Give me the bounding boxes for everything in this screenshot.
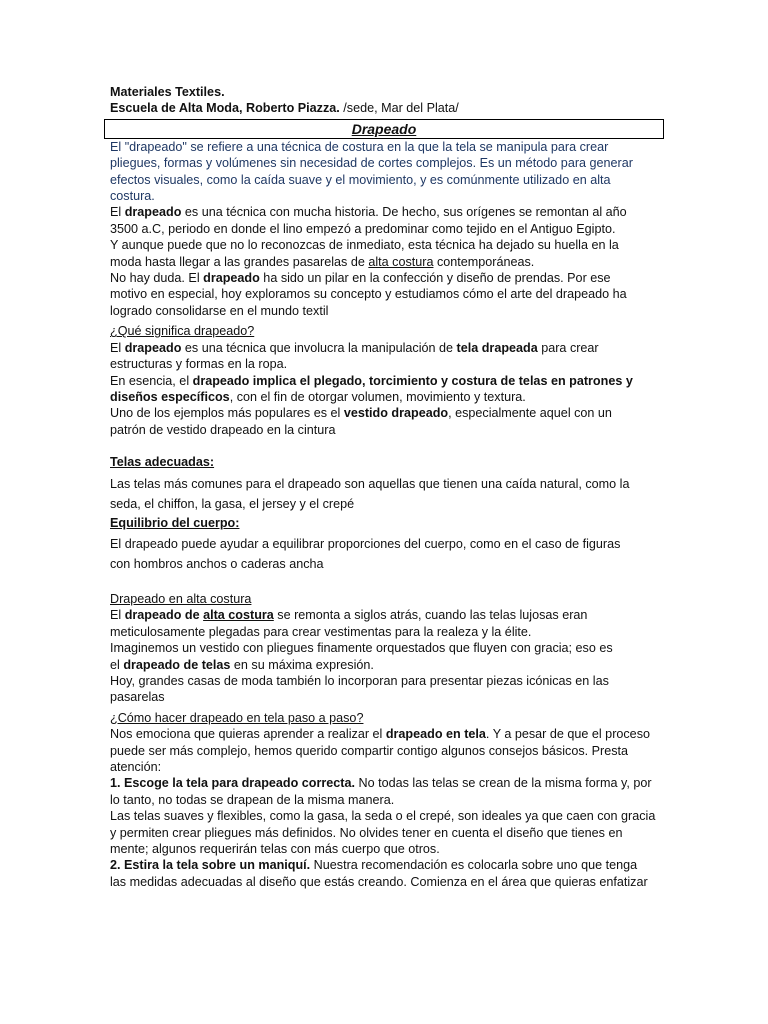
balance-line: El drapeado puede ayudar a equilibrar proporciones del cuerpo, como en el caso de figuras (110, 536, 621, 551)
header-course: Materiales Textiles. (110, 85, 225, 99)
text-run: el (110, 657, 124, 672)
haute-heading: Drapeado en alta costura (110, 591, 252, 606)
balance-section (110, 515, 665, 575)
meaning-line (110, 340, 665, 356)
meaning-line (110, 389, 665, 405)
meaning-line: estructuras y formas en la ropa. (110, 357, 288, 372)
intro-line: pliegues, formas y volúmenes sin necesidad de cortes complejos. Es un método para generar (110, 156, 633, 171)
text-run: No todas las telas se crean de la misma forma y, por (355, 776, 652, 791)
balance-line: con hombros anchos o caderas ancha (110, 557, 324, 572)
text-run-bold: 1. Escoge la tela para drapeado correcta. (110, 776, 355, 791)
text-run: moda hasta llegar a las grandes pasarelas de (110, 254, 369, 269)
text-run: , con el fin de otorgar volumen, movimiento y textura. (229, 389, 526, 404)
history-line (110, 254, 665, 270)
text-run: contemporáneas. (433, 254, 535, 269)
text-run-bold: drapeado implica el plegado, torcimiento y costura de telas en patrones y (192, 373, 633, 388)
howto-line: Las telas suaves y flexibles, como la gasa, la seda o el crepé, son ideales ya que caen con gracia (110, 809, 656, 824)
haute-line: Imaginemos un vestido con pliegues finamente orquestados que fluyen con gracia; eso es (110, 641, 613, 656)
howto-line: y permiten crear pliegues más definidos. No olvides tener en cuenta el diseño que tienes en (110, 825, 623, 840)
meaning-heading: ¿Qué significa drapeado? (110, 324, 255, 339)
text-run: para crear (537, 340, 599, 355)
text-run-bold: tela drapeada (456, 340, 538, 355)
history-line (110, 270, 665, 286)
text-run: El (110, 608, 125, 623)
howto-line (110, 775, 665, 791)
haute-line (110, 657, 665, 673)
text-run: ha sido un pilar en la confección y diseño de prendas. Por ese (259, 271, 611, 286)
howto-line: las medidas adecuadas al diseño que estás creando. Comienza en el área que quieras enfatizar (110, 874, 648, 889)
text-run-underlined: alta costura (368, 254, 434, 269)
fabrics-line: seda, el chiffon, la gasa, el jersey y el crepé (110, 497, 355, 512)
text-run: en su máxima expresión. (230, 657, 374, 672)
haute-line: pasarelas (110, 690, 165, 705)
document-page (110, 84, 665, 890)
howto-line (110, 726, 665, 742)
meaning-line: patrón de vestido drapeado en la cintura (110, 422, 336, 437)
text-run: Nuestra recomendación es colocarla sobre uno que tenga (310, 858, 638, 873)
howto-section (110, 710, 665, 890)
intro-paragraph (110, 139, 665, 205)
text-run-bold: 2. Estira la tela sobre un maniquí. (110, 858, 311, 873)
howto-line: atención: (110, 760, 162, 774)
intro-line: El "drapeado" se refiere a una técnica de costura en la que la tela se manipula para crear (110, 139, 609, 154)
text-run: En esencia, el (110, 373, 193, 388)
haute-couture-section (110, 591, 665, 706)
text-run: Nos emociona que quieras aprender a realizar el (110, 727, 386, 742)
intro-line: efectos visuales, como la caída suave y el movimiento, y es comúnmente utilizado en alta (110, 172, 611, 187)
text-run-bold: vestido drapeado (343, 406, 449, 421)
text-run: es una técnica que involucra la manipulación de (181, 340, 457, 355)
text-run-bold: drapeado de (124, 608, 204, 623)
haute-line: meticulosamente plegadas para crear vestimentas para la realeza y la élite. (110, 624, 532, 639)
fabrics-heading: Telas adecuadas: (110, 455, 215, 470)
text-run-bold: diseños específicos (110, 389, 230, 404)
history-paragraph (110, 204, 665, 319)
meaning-line (110, 405, 665, 421)
balance-heading: Equilibrio del cuerpo: (110, 515, 240, 530)
text-run-bold: drapeado (124, 340, 182, 355)
text-run: Uno de los ejemplos más populares es el (110, 406, 344, 421)
howto-line: mente; algunos requerirán telas con más cuerpo que otros. (110, 842, 440, 857)
text-run: . Y a pesar de que el proceso (485, 727, 650, 742)
fabrics-section (110, 454, 665, 514)
haute-line (110, 607, 665, 623)
history-line: Y aunque puede que no lo reconozcas de inmediato, esta técnica ha dejado su huella en la (110, 238, 619, 253)
text-run-bold: drapeado de telas (123, 657, 231, 672)
fabrics-line: Las telas más comunes para el drapeado son aquellas que tienen una caída natural, como la (110, 476, 630, 491)
text-run: No hay duda. El (110, 271, 204, 286)
history-line: logrado consolidarse en el mundo textil (110, 303, 329, 318)
text-run: es una técnica con mucha historia. De hecho, sus orígenes se remontan al año (181, 205, 627, 220)
howto-heading: ¿Cómo hacer drapeado en tela paso a paso? (110, 710, 364, 725)
text-run-bold: drapeado en tela (385, 727, 486, 742)
history-line (110, 204, 665, 220)
text-run-bold: drapeado (203, 271, 260, 286)
text-run: El (110, 340, 125, 355)
header-school-location: /sede, Mar del Plata/ (339, 101, 459, 116)
howto-line: puede ser más complejo, hemos querido compartir contigo algunos consejos básicos. Presta (110, 743, 629, 758)
text-run: , especialmente aquel con un (448, 406, 612, 421)
document-title: Drapeado (104, 119, 664, 139)
header-school (110, 100, 665, 116)
text-run: El (110, 205, 125, 220)
meaning-section (110, 323, 665, 438)
intro-line: costura. (110, 189, 155, 204)
text-run-bold: drapeado (124, 205, 182, 220)
text-run-bold-underlined: alta costura (203, 608, 274, 623)
history-line: motivo en especial, hoy exploramos su concepto y estudiamos cómo el arte del drapeado ha (110, 287, 627, 302)
meaning-line (110, 373, 665, 389)
howto-line: lo tanto, no todas se drapean de la misma manera. (110, 792, 395, 807)
haute-line: Hoy, grandes casas de moda también lo incorporan para presentar piezas icónicas en las (110, 673, 609, 688)
history-line: 3500 a.C, periodo en donde el lino empezó a predominar como tejido en el Antiguo Egipto. (110, 221, 616, 236)
header-school-name: Escuela de Alta Moda, Roberto Piazza. (110, 101, 340, 116)
howto-line (110, 857, 665, 873)
text-run: se remonta a siglos atrás, cuando las telas lujosas eran (273, 608, 588, 623)
